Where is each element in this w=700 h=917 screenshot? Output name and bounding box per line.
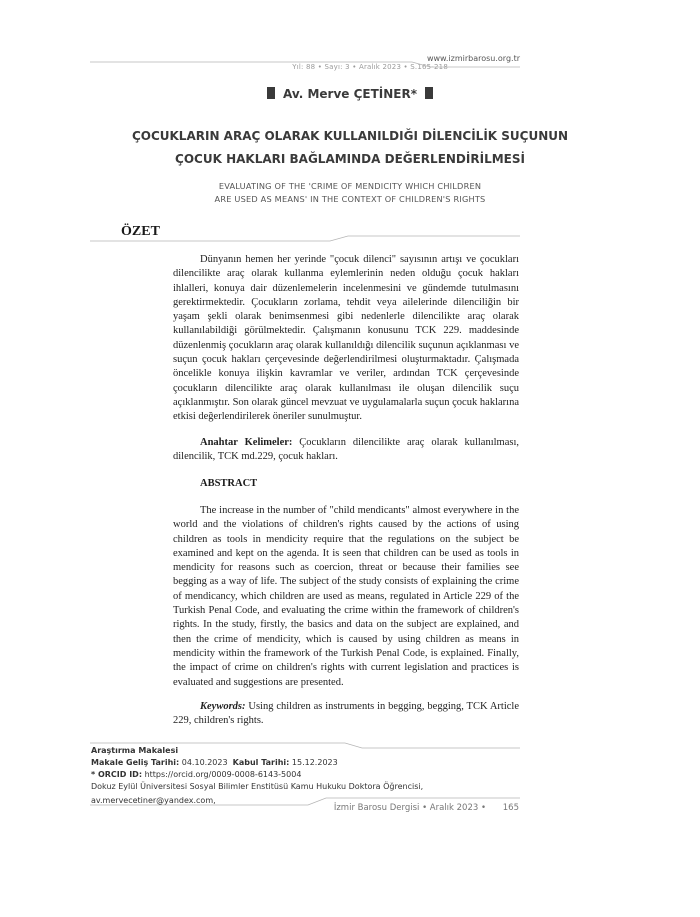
ozet-keywords-label: Anahtar Kelimeler: [200, 437, 293, 448]
ozet-text: Dünyanın hemen her yerinde "çocuk dilenci" sayısının artışı ve çocukları dilencilikte araç olarak kullanma eylemlerinin neden olduğu çocuk hakları ihlalleri, konuya dair düzenlemelerin incelenmesini ve gündemde tutulmasını gerektirmektedir. Çocukların zorlama, tehdit veya ailelerinde dilenciliğin bir yaşam şekli olarak benimsenmesi gibi nedenlerle dilencilikte araç olarak kullanılabildiği görülmektedir. Çalışmanın konusunu TCK 229. maddesinde düzenlenmiş çocukların araç olarak kullanıldığı dilencilik suçunun açıklanması ve suçun çocuk hakları çerçevesinde değerlendirilmesi oluşturmaktadır. Çalışmada öncelikle konuya ilişkin kavramlar ve veriler, ardından TCK çerçevesinde çocukların dilencilikte araç olarak kullanılması ile oluşan dilencilik suçu açıklanmıştır. Son olarak güncel mevzuat ve uygulamalarla suçun çocuk haklarına etkisi değerlendirilerek öneriler sunulmuştur. [173, 254, 519, 423]
article-type [91, 746, 178, 755]
subtitle-line-1: EVALUATING OF THE 'CRIME OF MENDICITY WHICH CHILDREN [218, 181, 482, 191]
ozet-keywords [173, 436, 519, 465]
page-number: 165 [502, 803, 519, 813]
article-subtitle-en [140, 180, 560, 205]
received-date: 04.10.2023 [181, 758, 228, 767]
orcid-line [91, 770, 301, 779]
author-line [0, 87, 700, 101]
abstract-keywords-text: Using children as instruments in begging, begging, TCK Article 229, children's rights. [173, 701, 519, 727]
article-title [90, 125, 610, 171]
author-name: Av. Merve ÇETİNER* [283, 87, 417, 101]
ozet-heading: ÖZET [121, 224, 160, 239]
abstract-heading: ABSTRACT [200, 478, 258, 489]
abstract-keywords [173, 700, 519, 729]
title-line-2: ÇOCUK HAKLARI BAĞLAMINDA DEĞERLENDİRİLMESİ [175, 152, 525, 166]
orcid-link[interactable]: https://orcid.org/0009-0008-6143-5004 [144, 770, 302, 779]
article-dates [91, 758, 338, 767]
ozet-rule [90, 233, 520, 243]
ozet-keywords-text: Çocukların dilencilikte araç olarak kullanılması, dilencilik, TCK md.229, çocuk hakları. [173, 437, 519, 463]
journal-website: www.izmirbarosu.org.tr [426, 54, 520, 63]
subtitle-line-2: ARE USED AS MEANS' IN THE CONTEXT OF CHILDREN'S RIGHTS [214, 193, 486, 204]
author-left-marker [267, 87, 275, 99]
title-line-1: ÇOCUKLARIN ARAÇ OLARAK KULLANILDIĞI DİLENCİLİK SUÇUNUN [131, 129, 569, 143]
author-affiliation: Dokuz Eylül Üniversitesi Sosyal Bilimler Enstitüsü Kamu Hukuku Doktora Öğrencisi, [91, 782, 424, 791]
journal-footer: İzmir Barosu Dergisi • Aralık 2023 • [333, 803, 486, 813]
author-email[interactable]: av.mervecetiner@yandex.com, [91, 796, 216, 805]
article-type-label: Araştırma Makalesi [91, 746, 179, 755]
header-rule [90, 58, 520, 68]
orcid-label: * ORCID ID: [91, 770, 143, 779]
accepted-date: 15.12.2023 [291, 758, 338, 767]
abstract-keywords-label: Keywords: [200, 701, 246, 712]
author-right-marker [425, 87, 433, 99]
abstract-text: The increase in the number of "child mendicants" almost everywhere in the world and the violations of children's rights caused by the actions of using children as tools in mendicity require that the regulations on the subject be examined and kept on the agenda. It is seen that children can be used as tools in mendicity for reasons such as coercion, threat or because their families see begging as a way of life. The subject of the study consists of explaining the crime of mendicancy, which children are used as means, regulated in Article 229 of the Turkish Penal Code, and evaluating the crime within the framework of children's rights. In the study, firstly, the basics and data on the subject are explained, and then the crime of mendicity, which is caused by using children as means in mendicity within the framework of the Turkish Penal Code, is explained. Finally, the impact of crime on children's rights with current legislation and practices is evaluated and suggestions are presented. [173, 505, 519, 688]
accepted-label: Kabul Tarihi: [232, 758, 290, 767]
received-label: Makale Geliş Tarihi: [91, 758, 180, 767]
issue-metadata: Yıl: 88 • Sayı: 3 • Aralık 2023 • S.165-218 [292, 63, 448, 71]
